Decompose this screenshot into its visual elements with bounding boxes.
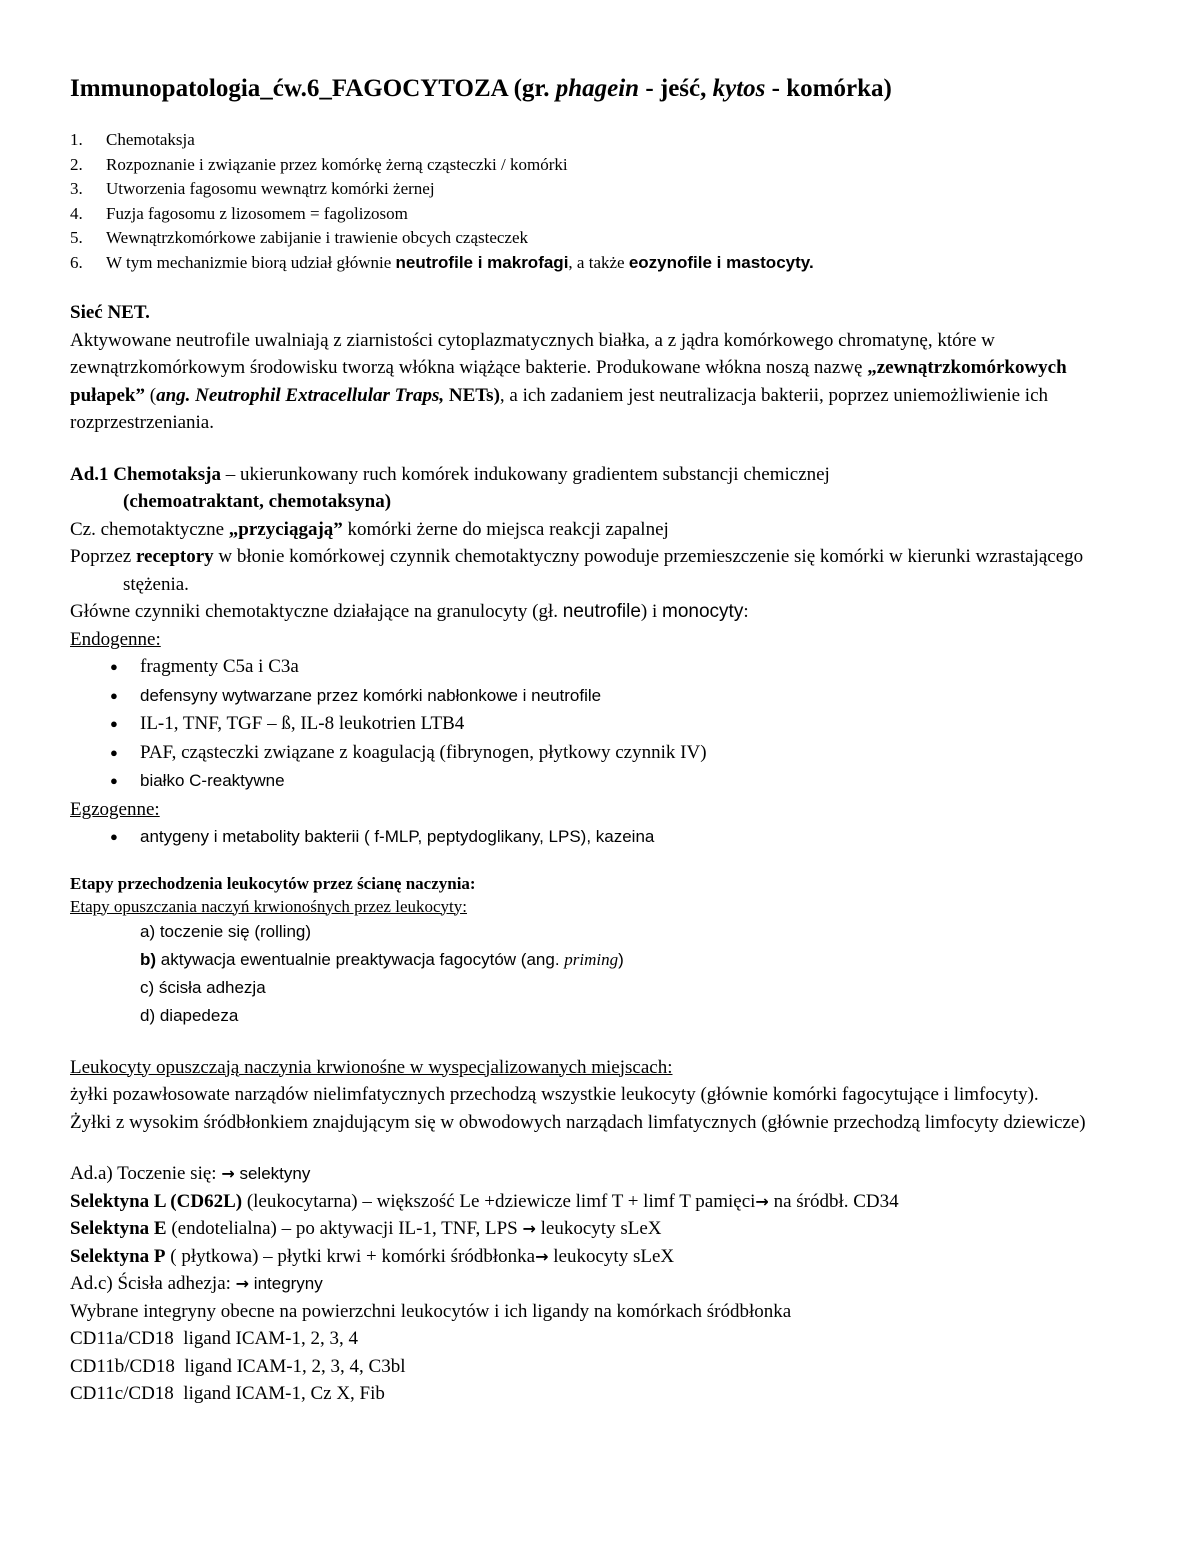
list-item: b) aktywacja ewentualnie preaktywacja fagocytów (ang. priming) [140,949,624,969]
chemotactic-factors-line: Cz. chemotaktyczne „przyciągają” komórki żerne do miejsca reakcji zapalnej [70,518,669,540]
list-item: a) toczenie się (rolling) [140,921,312,941]
leukocyte-paragraph-2: Żyłki z wysokim śródbłonkiem znajdującym się w obwodowych narządach limfatycznych (głównie przechodzą limfocyty dziewicze) [70,1111,1086,1133]
integrin-row: CD11c/CD18 ligand ICAM-1, Cz X, Fib [70,1383,385,1404]
phagocytosis-steps-list [70,128,1140,275]
list-item: d) diapedeza [140,1005,239,1025]
net-paragraph: Aktywowane neutrofile uwalniają z ziarnistości cytoplazmatycznych białka, a z jądra komórkowego chromatynę, które w zewnątrzkomórkowym środowisku tworzą włókna wiążące bakterie. Produkowane włókna noszą nazwę „zewnątrzkomórkowych pułapek” (ang. Neutrophil Extracellular Traps, NETs), a ich zadaniem jest neutralizacja bakterii, poprzez uniemożliwienie ich rozprzestrzeniania. [70,329,1067,433]
integrin-row: CD11b/CD18 ligand ICAM-1, 2, 3, 4, C3bl [70,1355,406,1377]
document-page [70,72,1140,1408]
main-factors-line: Główne czynniki chemotaktyczne działające na granulocyty (gł. neutrofile) i monocyty: [70,601,749,622]
list-item: ● białko C-reaktywne [140,767,1140,796]
ad1-paren: (chemoatraktant, chemotaksyna) [123,491,392,512]
leukocyte-exit-heading: Leukocyty opuszczają naczynia krwionośne w wyspecjalizowanych miejscach: [70,1056,673,1078]
etapy-title: Etapy przechodzenia leukocytów przez ścianę naczynia: [70,873,476,893]
leukocyte-paragraph-1: żyłki pozawłosowate narządów nielimfatycznych przechodzą wszystkie leukocyty (głównie komórki fagocytujące i limfocyty). [70,1084,1039,1105]
etapy-subtitle: Etapy opuszczania naczyń krwionośnych przez leukocyty: [70,896,467,916]
list-item: 5. Wewnątrzkomórkowe zabijanie i trawienie obcych cząsteczek [70,228,529,247]
list-item: ● IL-1, TNF, TGF – ß, IL-8 leukotrien LTB4 [140,710,1140,739]
selectin-e-line: Selektyna E (endotelialna) – po aktywacji IL-1, TNF, LPS → leukocyty sLeX [70,1218,662,1239]
list-item: 2. Rozpoznanie i związanie przez komórkę żerną cząsteczki / komórki [70,154,568,174]
integrin-row: CD11a/CD18 ligand ICAM-1, 2, 3, 4 [70,1328,358,1349]
list-item: 3. Utworzenia fagosomu wewnątrz komórki żernej [70,179,435,198]
etapy-list [70,918,1140,1030]
integrins-intro: Wybrane integryny obecne na powierzchni leukocytów i ich ligandy na komórkach śródbłonka [70,1300,792,1322]
arrow-icon: → [755,1191,769,1211]
list-item: 1. Chemotaksja [70,130,195,149]
ad1-definition: Ad.1 Chemotaksja – ukierunkowany ruch komórek indukowany gradientem substancji chemicznej [70,463,830,485]
list-item: c) ścisła adhezja [140,977,266,997]
rolling-line: Ad.a) Toczenie się: → selektyny [70,1163,311,1184]
list-item: ● antygeny i metabolity bakterii ( f-MLP, peptydoglikany, LPS), kazeina [140,823,1140,852]
list-item: ● defensyny wytwarzane przez komórki nabłonkowe i neutrofile [140,682,1140,711]
page-title: Immunopatologia_ćw.6_FAGOCYTOZA (gr. phagein - jeść, kytos - komórka) [70,75,892,102]
list-item: ● fragmenty C5a i C3a [140,653,1140,682]
exogenous-list [70,823,1140,852]
exogenous-label: Egzogenne: [70,798,160,820]
arrow-icon: → [535,1246,549,1266]
arrow-icon: → [221,1164,235,1183]
list-item: ● PAF, cząsteczki związane z koagulacją (fibrynogen, płytkowy czynnik IV) [140,739,1140,768]
endogenous-label: Endogenne: [70,628,161,650]
endogenous-list [70,653,1140,796]
selectin-l-line: Selektyna L (CD62L) (leukocytarna) – większość Le +dziewicze limf T + limf T pamięci→ na śródbł. CD34 [70,1190,899,1212]
list-item: 4. Fuzja fagosomu z lizosomem = fagolizosom [70,203,408,223]
adhesion-line: Ad.c) Ścisła adhezja: → integryny [70,1273,323,1294]
selectin-p-line: Selektyna P ( płytkowa) – płytki krwi + komórki śródbłonka→ leukocyty sLeX [70,1245,675,1267]
receptors-paragraph: Poprzez receptory w błonie komórkowej czynnik chemotaktyczny powoduje przemieszczenie się komórki w kierunki wzrastającego stężenia. [70,546,1084,595]
list-item: 6. W tym mechanizmie biorą udział głównie neutrofile i makrofagi, a także eozynofile i mastocyty. [70,252,814,272]
net-heading: Sieć NET. [70,302,150,323]
arrow-icon: → [235,1274,250,1293]
arrow-icon: → [522,1219,536,1238]
